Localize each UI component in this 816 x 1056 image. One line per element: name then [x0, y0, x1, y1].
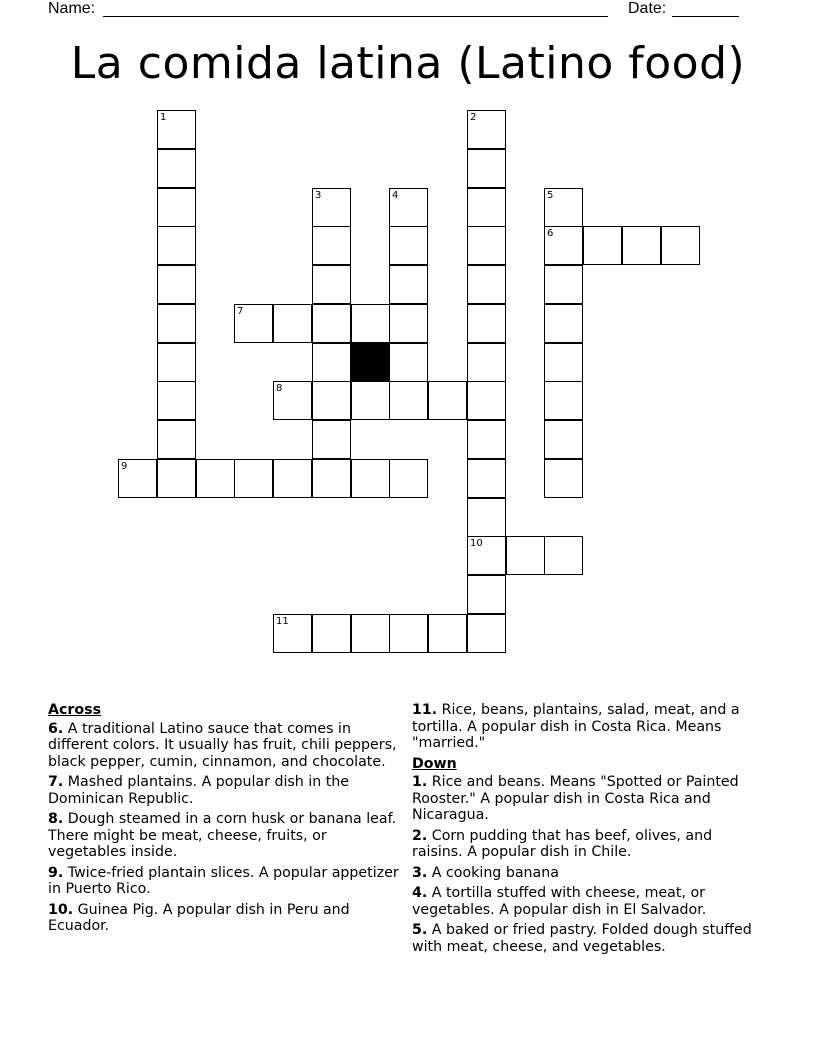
grid-cell[interactable]: [544, 536, 583, 575]
black-cell: [351, 343, 390, 382]
across-clue: [412, 702, 764, 752]
grid-cell[interactable]: [351, 381, 390, 420]
grid-cell[interactable]: [544, 188, 583, 227]
clue-number-label: 8: [276, 383, 283, 394]
grid-cell[interactable]: [118, 459, 157, 498]
name-label: Name:: [48, 0, 96, 17]
grid-cell[interactable]: [351, 614, 390, 653]
clue-text: A cooking banana: [431, 864, 559, 881]
grid-cell[interactable]: [467, 188, 506, 227]
grid-cell[interactable]: [312, 226, 351, 265]
page-title: La comida latina (Latino food): [70, 38, 746, 89]
grid-cell[interactable]: [312, 420, 351, 459]
clue-number: 3.: [412, 864, 428, 881]
clue-number-label: 3: [315, 190, 322, 201]
grid-cell[interactable]: [312, 614, 351, 653]
clue-column-left: [48, 702, 400, 939]
across-clue: [48, 774, 400, 807]
clue-number: 2.: [412, 827, 428, 844]
grid-cell[interactable]: [157, 459, 196, 498]
grid-cell[interactable]: [312, 265, 351, 304]
clue-number: 9.: [48, 864, 64, 881]
grid-cell[interactable]: [157, 265, 196, 304]
clue-column-right: [412, 702, 764, 959]
clue-number-label: 11: [276, 616, 289, 627]
grid-cell[interactable]: [389, 265, 428, 304]
grid-cell[interactable]: [273, 459, 312, 498]
grid-cell[interactable]: [506, 536, 545, 575]
grid-cell[interactable]: [157, 420, 196, 459]
grid-cell[interactable]: [157, 149, 196, 188]
grid-cell[interactable]: [157, 343, 196, 382]
grid-cell[interactable]: [544, 304, 583, 343]
grid-cell[interactable]: [273, 614, 312, 653]
down-clue: [412, 865, 764, 882]
clue-number: 10.: [48, 901, 74, 918]
grid-cell[interactable]: [389, 226, 428, 265]
across-clue: [48, 811, 400, 861]
clue-number: 1.: [412, 774, 428, 790]
grid-cell[interactable]: [428, 614, 467, 653]
clue-number-label: 5: [547, 190, 554, 201]
clue-number-label: 10: [470, 538, 483, 549]
clue-number: 11.: [412, 702, 438, 718]
grid-cell[interactable]: [273, 304, 312, 343]
grid-cell[interactable]: [544, 265, 583, 304]
across-heading: Across: [48, 702, 102, 718]
clue-text: Dough steamed in a corn husk or banana leaf. There might be meat, cheese, fruits, or vegetables inside.: [48, 811, 397, 860]
across-clue: [48, 902, 400, 935]
grid-cell[interactable]: [467, 498, 506, 537]
grid-cell[interactable]: [312, 459, 351, 498]
down-clue: [412, 885, 764, 918]
grid-cell[interactable]: [389, 304, 428, 343]
grid-cell[interactable]: [389, 614, 428, 653]
grid-cell[interactable]: [583, 226, 622, 265]
grid-cell[interactable]: [467, 536, 506, 575]
grid-cell[interactable]: [389, 459, 428, 498]
down-clue: [412, 774, 764, 824]
down-clue: [412, 828, 764, 861]
grid-cell[interactable]: [351, 459, 390, 498]
clue-number-label: 7: [237, 306, 244, 317]
grid-cell[interactable]: [467, 110, 506, 149]
grid-cell[interactable]: [467, 226, 506, 265]
grid-cell[interactable]: [544, 381, 583, 420]
grid-cell[interactable]: [312, 381, 351, 420]
clue-number: 5.: [412, 922, 428, 938]
grid-cell[interactable]: [196, 459, 235, 498]
grid-cell[interactable]: [234, 304, 273, 343]
grid-cell[interactable]: [157, 304, 196, 343]
grid-cell[interactable]: [467, 265, 506, 304]
clue-number-label: 4: [392, 190, 399, 201]
grid-cell[interactable]: [389, 343, 428, 382]
grid-cell[interactable]: [467, 459, 506, 498]
grid-cell[interactable]: [467, 420, 506, 459]
grid-cell[interactable]: [351, 304, 390, 343]
across-clue: [48, 721, 400, 771]
grid-cell[interactable]: [544, 420, 583, 459]
grid-cell[interactable]: [467, 149, 506, 188]
grid-cell[interactable]: [157, 381, 196, 420]
clue-number: 6.: [48, 720, 64, 737]
grid-cell[interactable]: [544, 226, 583, 265]
down-heading: Down: [412, 755, 457, 772]
clue-text: A baked or fried pastry. Folded dough stuffed with meat, cheese, and vegetables.: [412, 922, 752, 955]
down-clue: [412, 922, 764, 955]
grid-cell[interactable]: [467, 304, 506, 343]
grid-cell[interactable]: [467, 343, 506, 382]
grid-cell[interactable]: [157, 188, 196, 227]
grid-cell[interactable]: [273, 381, 312, 420]
clue-text: Twice-fried plantain slices. A popular appetizer in Puerto Rico.: [48, 864, 399, 897]
grid-cell[interactable]: [389, 188, 428, 227]
grid-cell[interactable]: [467, 614, 506, 653]
grid-cell[interactable]: [467, 575, 506, 614]
grid-cell[interactable]: [544, 343, 583, 382]
grid-cell[interactable]: [234, 459, 273, 498]
grid-cell[interactable]: [157, 110, 196, 149]
clue-text: A traditional Latino sauce that comes in different colors. It usually has fruit, chili peppers, black pepper, cumin, cinnamon, and chocolate.: [48, 720, 397, 770]
grid-cell[interactable]: [622, 226, 661, 265]
grid-cell[interactable]: [312, 343, 351, 382]
clue-number-label: 1: [160, 112, 167, 123]
grid-cell[interactable]: [157, 226, 196, 265]
clue-text: Corn pudding that has beef, olives, and raisins. A popular dish in Chile.: [412, 827, 713, 860]
clue-number: 4.: [412, 885, 428, 901]
clue-text: Mashed plantains. A popular dish in the Dominican Republic.: [48, 774, 350, 807]
grid-cell[interactable]: [312, 188, 351, 227]
across-clue: [48, 865, 400, 898]
clue-text: Rice and beans. Means "Spotted or Painted Rooster." A popular dish in Costa Rica and Nicaragua.: [412, 774, 739, 823]
clue-number: 8.: [48, 811, 64, 827]
clue-text: Rice, beans, plantains, salad, meat, and a tortilla. A popular dish in Costa Rica. Means "married.": [412, 702, 740, 751]
clue-text: Guinea Pig. A popular dish in Peru and Ecuador.: [48, 901, 350, 934]
grid-cell[interactable]: [312, 304, 351, 343]
grid-cell[interactable]: [389, 381, 428, 420]
date-label: Date:: [628, 0, 667, 17]
grid-cell[interactable]: [467, 381, 506, 420]
clue-text: A tortilla stuffed with cheese, meat, or vegetables. A popular dish in El Salvador.: [412, 885, 707, 918]
clue-number-label: 9: [121, 461, 128, 472]
grid-cell[interactable]: [544, 459, 583, 498]
clue-number-label: 2: [470, 112, 477, 123]
grid-cell[interactable]: [428, 381, 467, 420]
grid-cell[interactable]: [661, 226, 700, 265]
clue-number-label: 6: [547, 228, 554, 239]
clue-number: 7.: [48, 774, 64, 790]
